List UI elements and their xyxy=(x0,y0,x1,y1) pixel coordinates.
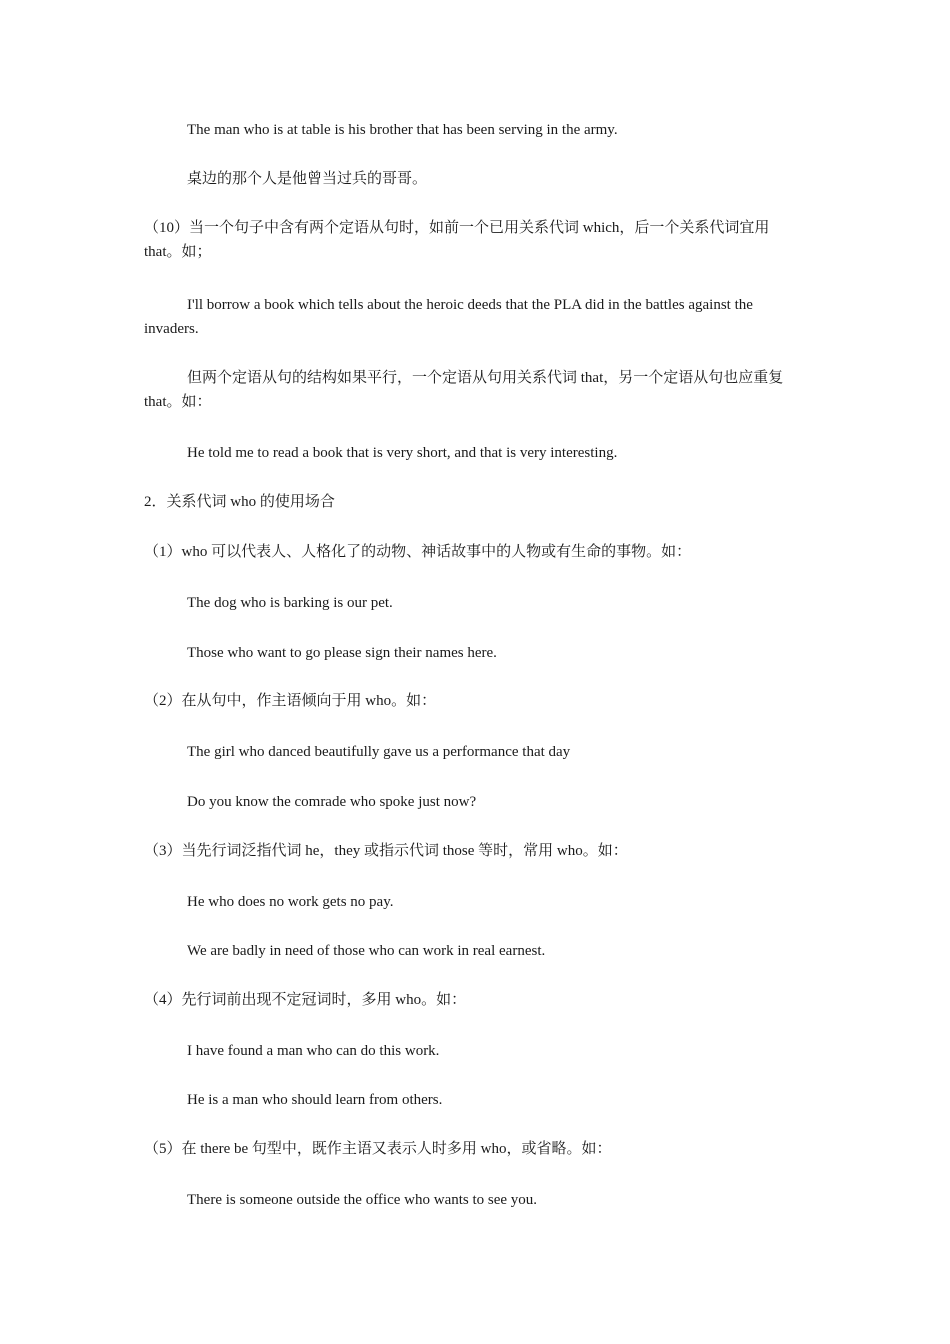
example-sentence: Those who want to go please sign their names here. xyxy=(187,645,497,661)
rule-paragraph: 但两个定语从句的结构如果平行，一个定语从句用关系代词 that，另一个定语从句也应重复 that。如： xyxy=(144,370,784,410)
rule-paragraph: （3）当先行词泛指代词 he，they 或指示代词 those 等时，常用 who。如： xyxy=(144,843,628,859)
example-sentence: The man who is at table is his brother that has been serving in the army. xyxy=(187,122,618,138)
rule-paragraph: （4）先行词前出现不定冠词时，多用 who。如： xyxy=(144,992,467,1008)
example-sentence: I have found a man who can do this work. xyxy=(187,1043,440,1059)
example-sentence: We are badly in need of those who can work in real earnest. xyxy=(187,943,546,959)
rule-paragraph: （2）在从句中，作主语倾向于用 who。如： xyxy=(144,693,437,709)
example-sentence: I'll borrow a book which tells about the heroic deeds that the PLA did in the battles against the invaders. xyxy=(144,297,753,337)
example-sentence: He who does no work gets no pay. xyxy=(187,894,394,910)
example-sentence: The girl who danced beautifully gave us a performance that day xyxy=(187,744,571,760)
example-sentence: Do you know the comrade who spoke just now? xyxy=(187,794,477,810)
example-sentence: The dog who is barking is our pet. xyxy=(187,595,393,611)
example-sentence: He told me to read a book that is very short, and that is very interesting. xyxy=(187,445,618,461)
translation-text: 桌边的那个人是他曾当过兵的哥哥。 xyxy=(187,171,428,187)
rule-paragraph: （10）当一个句子中含有两个定语从句时，如前一个已用关系代词 which，后一个关系代词宜用 that。如； xyxy=(144,220,770,260)
example-sentence: He is a man who should learn from others. xyxy=(187,1092,443,1108)
rule-paragraph: （5）在 there be 句型中，既作主语又表示人时多用 who，或省略。如： xyxy=(144,1141,612,1157)
rule-paragraph: （1）who 可以代表人、人格化了的动物、神话故事中的人物或有生命的事物。如： xyxy=(144,544,692,560)
example-sentence: There is someone outside the office who wants to see you. xyxy=(187,1192,538,1208)
section-heading: 2．关系代词 who 的使用场合 xyxy=(144,494,335,510)
